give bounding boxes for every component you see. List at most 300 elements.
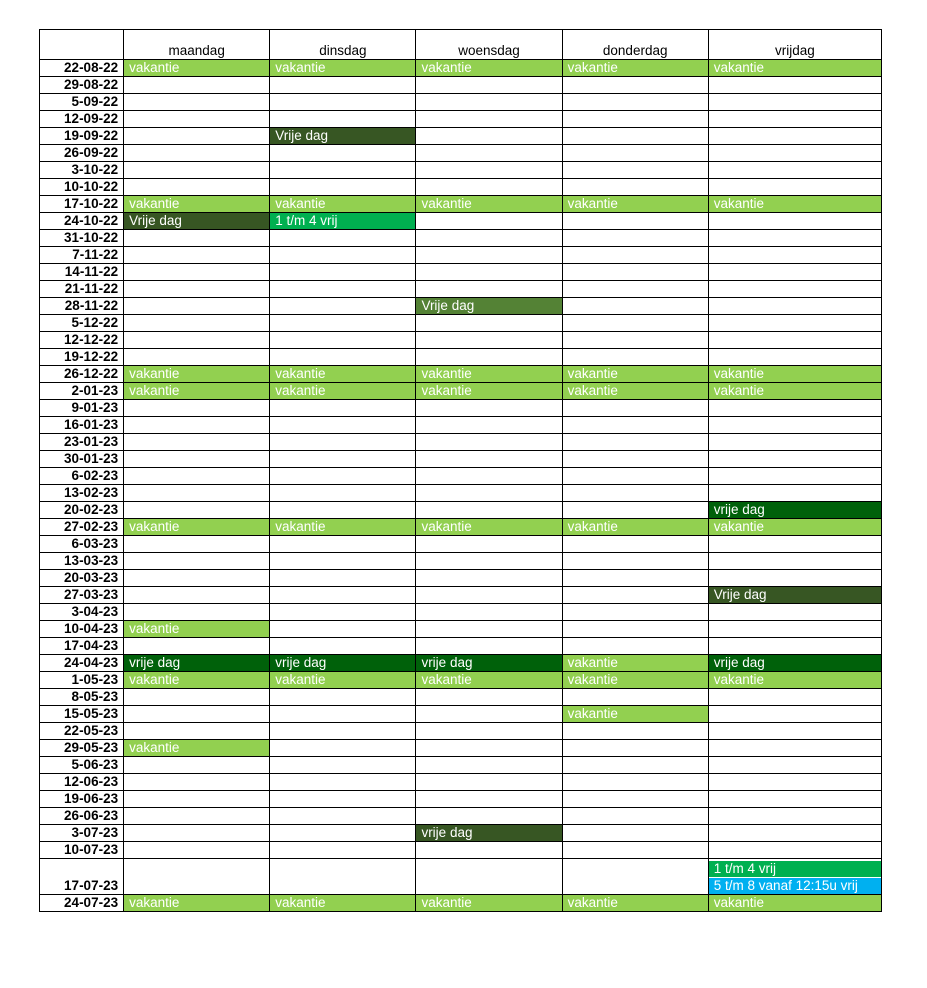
day-cell xyxy=(270,689,416,706)
day-cell xyxy=(562,536,708,553)
table-row xyxy=(40,400,882,417)
week-date: 12-09-22 xyxy=(40,111,124,128)
day-cell xyxy=(124,536,270,553)
day-cell xyxy=(562,859,708,895)
day-cell: vakantie xyxy=(124,383,270,400)
day-cell xyxy=(562,94,708,111)
day-cell xyxy=(416,400,562,417)
day-cell xyxy=(270,706,416,723)
day-cell xyxy=(124,145,270,162)
day-cell xyxy=(562,434,708,451)
day-cell xyxy=(562,502,708,519)
day-cell xyxy=(708,859,881,895)
day-cell xyxy=(708,553,881,570)
day-cell: vakantie xyxy=(270,366,416,383)
day-cell xyxy=(416,604,562,621)
table-row xyxy=(40,349,882,366)
week-date: 17-04-23 xyxy=(40,638,124,655)
day-cell: vakantie xyxy=(562,672,708,689)
day-cell xyxy=(416,621,562,638)
day-cell: vakantie xyxy=(708,366,881,383)
day-cell: Vrije dag xyxy=(416,298,562,315)
week-date: 10-07-23 xyxy=(40,842,124,859)
day-cell xyxy=(708,145,881,162)
day-cell xyxy=(416,485,562,502)
day-cell xyxy=(562,77,708,94)
day-cell xyxy=(416,689,562,706)
table-row xyxy=(40,825,882,842)
day-cell xyxy=(708,349,881,366)
header-day-woensdag: woensdag xyxy=(416,30,562,60)
table-row xyxy=(40,638,882,655)
day-cell xyxy=(416,315,562,332)
day-cell xyxy=(708,230,881,247)
table-row xyxy=(40,77,882,94)
day-cell xyxy=(562,740,708,757)
day-cell xyxy=(708,77,881,94)
day-cell: vrije dag xyxy=(708,655,881,672)
day-cell xyxy=(270,332,416,349)
day-cell xyxy=(416,859,562,895)
day-cell xyxy=(708,247,881,264)
table-row xyxy=(40,740,882,757)
day-cell xyxy=(270,400,416,417)
week-date: 3-04-23 xyxy=(40,604,124,621)
day-cell: Vrije dag xyxy=(708,587,881,604)
table-row xyxy=(40,315,882,332)
day-cell xyxy=(416,706,562,723)
week-date: 22-05-23 xyxy=(40,723,124,740)
day-cell xyxy=(124,349,270,366)
day-cell: vakantie xyxy=(416,672,562,689)
week-date: 3-07-23 xyxy=(40,825,124,842)
day-cell xyxy=(124,689,270,706)
day-cell xyxy=(562,689,708,706)
day-cell: vakantie xyxy=(416,196,562,213)
week-date: 5-12-22 xyxy=(40,315,124,332)
day-cell xyxy=(416,740,562,757)
day-cell xyxy=(124,553,270,570)
day-cell xyxy=(562,213,708,230)
day-cell xyxy=(124,77,270,94)
day-cell xyxy=(562,842,708,859)
day-cell xyxy=(270,247,416,264)
day-cell xyxy=(708,179,881,196)
table-row xyxy=(40,417,882,434)
day-cell xyxy=(270,434,416,451)
week-date: 8-05-23 xyxy=(40,689,124,706)
table-row xyxy=(40,706,882,723)
table-row xyxy=(40,774,882,791)
day-cell xyxy=(124,706,270,723)
day-cell: vakantie xyxy=(562,519,708,536)
day-cell xyxy=(270,808,416,825)
table-row xyxy=(40,570,882,587)
day-cell xyxy=(708,842,881,859)
day-cell xyxy=(708,570,881,587)
day-cell xyxy=(270,230,416,247)
day-cell: 1 t/m 4 vrij xyxy=(270,213,416,230)
day-cell xyxy=(124,162,270,179)
day-cell xyxy=(124,179,270,196)
day-cell xyxy=(124,451,270,468)
day-cell xyxy=(708,128,881,145)
week-date: 10-04-23 xyxy=(40,621,124,638)
day-cell xyxy=(416,638,562,655)
table-row xyxy=(40,60,882,77)
header-day-maandag: maandag xyxy=(124,30,270,60)
week-date: 29-08-22 xyxy=(40,77,124,94)
day-cell xyxy=(270,264,416,281)
day-cell: vakantie xyxy=(416,383,562,400)
day-cell xyxy=(124,859,270,895)
day-cell xyxy=(562,349,708,366)
table-row xyxy=(40,621,882,638)
week-date: 2-01-23 xyxy=(40,383,124,400)
day-cell xyxy=(270,94,416,111)
table-row xyxy=(40,502,882,519)
day-cell: vakantie xyxy=(270,383,416,400)
week-date: 9-01-23 xyxy=(40,400,124,417)
day-cell xyxy=(124,638,270,655)
day-cell xyxy=(124,842,270,859)
day-cell xyxy=(416,281,562,298)
day-cell: vakantie xyxy=(124,519,270,536)
day-cell: vrije dag xyxy=(416,825,562,842)
week-date: 27-02-23 xyxy=(40,519,124,536)
day-cell xyxy=(562,400,708,417)
day-cell xyxy=(708,434,881,451)
day-cell xyxy=(416,553,562,570)
day-cell xyxy=(270,145,416,162)
day-cell xyxy=(124,230,270,247)
week-date: 24-04-23 xyxy=(40,655,124,672)
day-cell xyxy=(416,451,562,468)
table-row xyxy=(40,451,882,468)
day-cell xyxy=(270,179,416,196)
day-cell xyxy=(124,315,270,332)
day-cell xyxy=(562,570,708,587)
day-cell xyxy=(124,281,270,298)
week-date: 20-02-23 xyxy=(40,502,124,519)
day-cell xyxy=(416,723,562,740)
day-cell xyxy=(270,774,416,791)
day-cell xyxy=(708,485,881,502)
day-cell xyxy=(270,349,416,366)
day-cell: vakantie xyxy=(124,60,270,77)
week-date: 6-03-23 xyxy=(40,536,124,553)
header-day-dinsdag: dinsdag xyxy=(270,30,416,60)
day-cell xyxy=(708,723,881,740)
week-date: 5-09-22 xyxy=(40,94,124,111)
day-cell xyxy=(416,145,562,162)
table-row xyxy=(40,230,882,247)
day-cell xyxy=(708,264,881,281)
day-cell xyxy=(708,638,881,655)
table-row xyxy=(40,468,882,485)
table-row xyxy=(40,298,882,315)
table-row xyxy=(40,587,882,604)
table-row xyxy=(40,332,882,349)
day-cell xyxy=(270,791,416,808)
day-cell xyxy=(562,417,708,434)
day-cell xyxy=(416,570,562,587)
day-cell xyxy=(562,230,708,247)
day-cell xyxy=(124,604,270,621)
day-cell: vakantie xyxy=(562,366,708,383)
day-cell xyxy=(124,825,270,842)
schedule-body xyxy=(40,60,882,912)
day-cell xyxy=(708,536,881,553)
day-cell xyxy=(562,638,708,655)
day-cell xyxy=(270,485,416,502)
day-cell: Vrije dag xyxy=(270,128,416,145)
day-cell xyxy=(708,706,881,723)
schedule-table xyxy=(39,29,882,912)
week-date: 24-07-23 xyxy=(40,895,124,912)
table-row xyxy=(40,842,882,859)
day-cell xyxy=(708,791,881,808)
day-cell xyxy=(124,502,270,519)
week-date: 19-09-22 xyxy=(40,128,124,145)
day-cell: vakantie xyxy=(562,196,708,213)
week-date: 24-10-22 xyxy=(40,213,124,230)
header-day-donderdag: donderdag xyxy=(562,30,708,60)
day-cell: vakantie xyxy=(708,60,881,77)
day-cell xyxy=(270,638,416,655)
table-row xyxy=(40,366,882,383)
day-cell: vakantie xyxy=(416,60,562,77)
day-cell xyxy=(124,94,270,111)
day-cell xyxy=(270,281,416,298)
table-row xyxy=(40,128,882,145)
week-date: 13-03-23 xyxy=(40,553,124,570)
table-row xyxy=(40,264,882,281)
day-cell xyxy=(416,791,562,808)
day-cell xyxy=(416,468,562,485)
table-row xyxy=(40,434,882,451)
day-cell xyxy=(416,77,562,94)
day-cell xyxy=(416,128,562,145)
day-cell xyxy=(708,417,881,434)
week-date: 6-02-23 xyxy=(40,468,124,485)
week-date: 20-03-23 xyxy=(40,570,124,587)
day-cell xyxy=(416,179,562,196)
week-date: 28-11-22 xyxy=(40,298,124,315)
day-cell: vakantie xyxy=(124,672,270,689)
day-cell xyxy=(562,145,708,162)
day-cell xyxy=(562,264,708,281)
day-cell xyxy=(562,451,708,468)
cell-label: 1 t/m 4 vrij xyxy=(709,861,881,877)
day-cell xyxy=(416,332,562,349)
day-cell xyxy=(562,808,708,825)
week-date: 19-06-23 xyxy=(40,791,124,808)
day-cell xyxy=(708,774,881,791)
week-date: 29-05-23 xyxy=(40,740,124,757)
day-cell xyxy=(270,315,416,332)
week-date: 12-12-22 xyxy=(40,332,124,349)
day-cell xyxy=(708,468,881,485)
day-cell xyxy=(270,587,416,604)
day-cell: vakantie xyxy=(124,740,270,757)
day-cell xyxy=(270,536,416,553)
day-cell xyxy=(562,162,708,179)
day-cell xyxy=(270,825,416,842)
day-cell xyxy=(708,604,881,621)
day-cell xyxy=(124,332,270,349)
week-date: 10-10-22 xyxy=(40,179,124,196)
day-cell xyxy=(562,485,708,502)
day-cell xyxy=(416,162,562,179)
week-date: 26-09-22 xyxy=(40,145,124,162)
day-cell xyxy=(416,842,562,859)
day-cell: vakantie xyxy=(270,196,416,213)
day-cell: vakantie xyxy=(124,366,270,383)
day-cell xyxy=(562,621,708,638)
table-row xyxy=(40,655,882,672)
day-cell: vakantie xyxy=(416,519,562,536)
day-cell xyxy=(562,281,708,298)
table-row xyxy=(40,111,882,128)
day-cell xyxy=(124,774,270,791)
day-cell: vakantie xyxy=(124,621,270,638)
day-cell xyxy=(124,434,270,451)
day-cell xyxy=(124,808,270,825)
day-cell xyxy=(562,587,708,604)
day-cell: vakantie xyxy=(270,895,416,912)
day-cell xyxy=(124,400,270,417)
day-cell: vakantie xyxy=(416,366,562,383)
week-date: 16-01-23 xyxy=(40,417,124,434)
week-date: 19-12-22 xyxy=(40,349,124,366)
day-cell xyxy=(416,808,562,825)
day-cell xyxy=(124,485,270,502)
day-cell: vakantie xyxy=(270,672,416,689)
day-cell: vakantie xyxy=(708,196,881,213)
day-cell xyxy=(708,689,881,706)
day-cell xyxy=(708,213,881,230)
day-cell: vrije dag xyxy=(708,502,881,519)
day-cell xyxy=(708,94,881,111)
day-cell xyxy=(562,468,708,485)
day-cell xyxy=(708,757,881,774)
day-cell xyxy=(270,842,416,859)
day-cell xyxy=(708,111,881,128)
table-row xyxy=(40,94,882,111)
day-cell xyxy=(270,468,416,485)
day-cell xyxy=(562,111,708,128)
week-date: 5-06-23 xyxy=(40,757,124,774)
day-cell xyxy=(124,757,270,774)
week-date: 17-10-22 xyxy=(40,196,124,213)
day-cell xyxy=(416,587,562,604)
day-cell xyxy=(416,349,562,366)
day-cell xyxy=(416,213,562,230)
day-cell xyxy=(124,111,270,128)
day-cell xyxy=(124,247,270,264)
week-date: 22-08-22 xyxy=(40,60,124,77)
day-cell xyxy=(416,774,562,791)
day-cell: vrije dag xyxy=(416,655,562,672)
table-row xyxy=(40,723,882,740)
day-cell: vakantie xyxy=(708,383,881,400)
day-cell xyxy=(124,587,270,604)
day-cell xyxy=(562,757,708,774)
day-cell xyxy=(270,723,416,740)
day-cell xyxy=(124,468,270,485)
day-cell: vakantie xyxy=(562,895,708,912)
day-cell: vakantie xyxy=(124,196,270,213)
day-cell: Vrije dag xyxy=(124,213,270,230)
table-row xyxy=(40,672,882,689)
day-cell xyxy=(416,264,562,281)
week-date: 27-03-23 xyxy=(40,587,124,604)
day-cell xyxy=(562,298,708,315)
table-row xyxy=(40,281,882,298)
day-cell: vakantie xyxy=(708,895,881,912)
table-row xyxy=(40,859,882,895)
day-cell xyxy=(270,859,416,895)
table-row xyxy=(40,604,882,621)
header-day-vrijdag: vrijdag xyxy=(708,30,881,60)
day-cell xyxy=(270,740,416,757)
table-row xyxy=(40,383,882,400)
week-date: 30-01-23 xyxy=(40,451,124,468)
cell-label: 5 t/m 8 vanaf 12:15u vrij xyxy=(709,878,881,894)
week-date: 12-06-23 xyxy=(40,774,124,791)
week-date: 31-10-22 xyxy=(40,230,124,247)
day-cell xyxy=(708,621,881,638)
day-cell xyxy=(416,417,562,434)
day-cell: vakantie xyxy=(562,706,708,723)
day-cell xyxy=(708,451,881,468)
table-row xyxy=(40,145,882,162)
day-cell xyxy=(270,604,416,621)
day-cell xyxy=(416,536,562,553)
week-date: 14-11-22 xyxy=(40,264,124,281)
day-cell xyxy=(416,247,562,264)
day-cell xyxy=(562,332,708,349)
table-row xyxy=(40,519,882,536)
day-cell xyxy=(270,162,416,179)
week-date: 1-05-23 xyxy=(40,672,124,689)
week-date: 17-07-23 xyxy=(40,859,124,895)
day-cell xyxy=(124,723,270,740)
day-cell: vrije dag xyxy=(124,655,270,672)
day-cell xyxy=(124,791,270,808)
day-cell: vakantie xyxy=(270,519,416,536)
day-cell xyxy=(708,162,881,179)
table-row xyxy=(40,895,882,912)
day-cell: vakantie xyxy=(270,60,416,77)
week-date: 13-02-23 xyxy=(40,485,124,502)
week-date: 15-05-23 xyxy=(40,706,124,723)
day-cell xyxy=(270,77,416,94)
week-date: 21-11-22 xyxy=(40,281,124,298)
day-cell xyxy=(562,723,708,740)
table-row xyxy=(40,553,882,570)
day-cell xyxy=(562,825,708,842)
week-date: 23-01-23 xyxy=(40,434,124,451)
day-cell xyxy=(270,570,416,587)
day-cell xyxy=(708,808,881,825)
day-cell xyxy=(562,604,708,621)
day-cell xyxy=(416,230,562,247)
day-cell xyxy=(708,400,881,417)
day-cell xyxy=(562,315,708,332)
day-cell xyxy=(416,502,562,519)
